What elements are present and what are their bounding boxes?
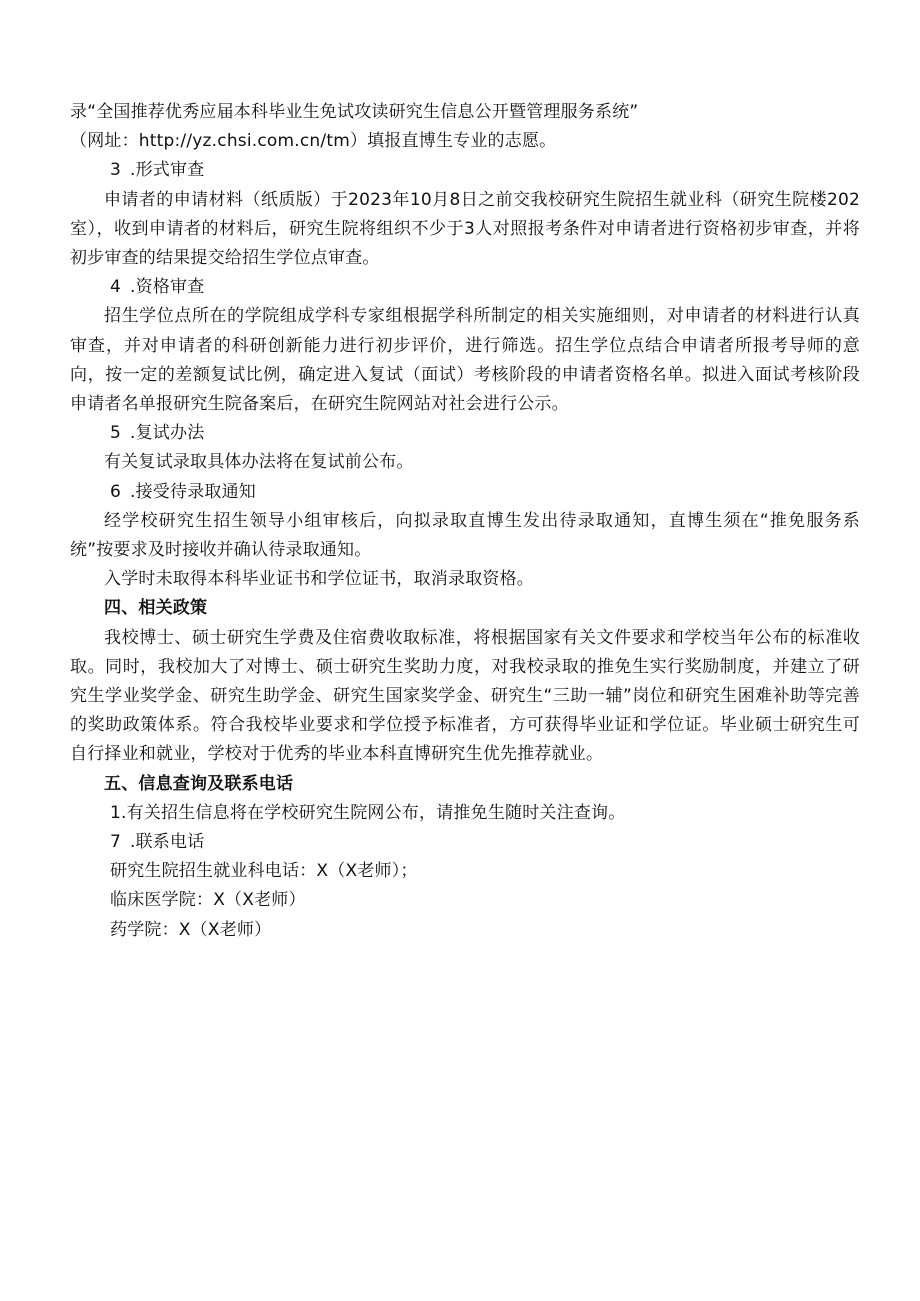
section-3-title <box>70 156 860 185</box>
contact-clinical-medicine: 临床医学院：X（X老师） <box>110 890 306 911</box>
part-5-item-1: 1.有关招生信息将在学校研究生院网公布，请推免生随时关注查询。 <box>110 802 626 823</box>
part-5-item-7-label: .联系电话 <box>130 832 205 853</box>
section-3-number: 3 <box>110 160 122 181</box>
section-6-note: 入学时未取得本科毕业证书和学位证书，取消录取资格。 <box>104 569 534 590</box>
section-3-body: 申请者的申请材料（纸质版）于2023年10月8日之前交我校研究生院招生就业科（研究生院楼202室），收到申请者的材料后，研究生院将组织不少于3人对照报考条件对申请者进行资格初步审查，并将初步审查的结果提交给招生学位点审查。 <box>70 189 860 269</box>
contact-pharmacy: 药学院：X（X老师） <box>110 919 272 940</box>
section-6-title <box>70 478 860 507</box>
section-5-label: .复试办法 <box>130 423 205 444</box>
document-body <box>70 98 860 945</box>
section-4-body: 招生学位点所在的学院组成学科专家组根据学科所制定的相关实施细则，对申请者的材料进行认真审查，并对申请者的科研创新能力进行初步评价，进行筛选。招生学位点结合申请者所报考导师的意向，按一定的差额复试比例，确定进入复试（面试）考核阶段的申请者资格名单。拟进入面试考核阶段申请者名单报研究生院备案后，在研究生院网站对社会进行公示。 <box>70 306 860 415</box>
section-4-number: 4 <box>110 277 122 298</box>
section-6-label: .接受待录取通知 <box>130 481 257 502</box>
part-5-item-7-title <box>70 828 860 857</box>
section-3-label: .形式审查 <box>130 160 205 181</box>
intro-line-1: 录“全国推荐优秀应届本科毕业生免试攻读研究生信息公开暨管理服务系统” <box>70 102 639 122</box>
part-5-heading: 五、信息查询及联系电话 <box>104 773 294 794</box>
section-6-body: 经学校研究生招生领导小组审核后，向拟录取直博生发出待录取通知，直博生须在“推免服务系统”按要求及时接收并确认待录取通知。 <box>70 510 860 561</box>
part-4-heading: 四、相关政策 <box>104 598 208 619</box>
section-4-label: .资格审查 <box>130 277 205 298</box>
section-5-body: 有关复试录取具体办法将在复试前公布。 <box>104 452 414 473</box>
intro-line-2: （网址：http://yz.chsi.com.cn/tm）填报直博生专业的志愿。 <box>70 131 557 152</box>
contact-graduate-school: 研究生院招生就业科电话：X（X老师）； <box>110 861 418 882</box>
part-5-item-7-number: 7 <box>110 832 122 853</box>
section-5-number: 5 <box>110 423 122 444</box>
part-4-body: 我校博士、硕士研究生学费及住宿费收取标准，将根据国家有关文件要求和学校当年公布的标准收取。同时，我校加大了对博士、硕士研究生奖助力度，对我校录取的推免生实行奖励制度，并建立了研究生学业奖学金、研究生助学金、研究生国家奖学金、研究生“三助一辅”岗位和研究生困难补助等完善的奖助政策体系。符合我校毕业要求和学位授予标准者，方可获得毕业证和学位证。毕业硕士研究生可自行择业和就业，学校对于优秀的毕业本科直博研究生优先推荐就业。 <box>70 627 860 765</box>
section-6-number: 6 <box>110 481 122 502</box>
section-5-title <box>70 419 860 448</box>
section-4-title <box>70 273 860 302</box>
